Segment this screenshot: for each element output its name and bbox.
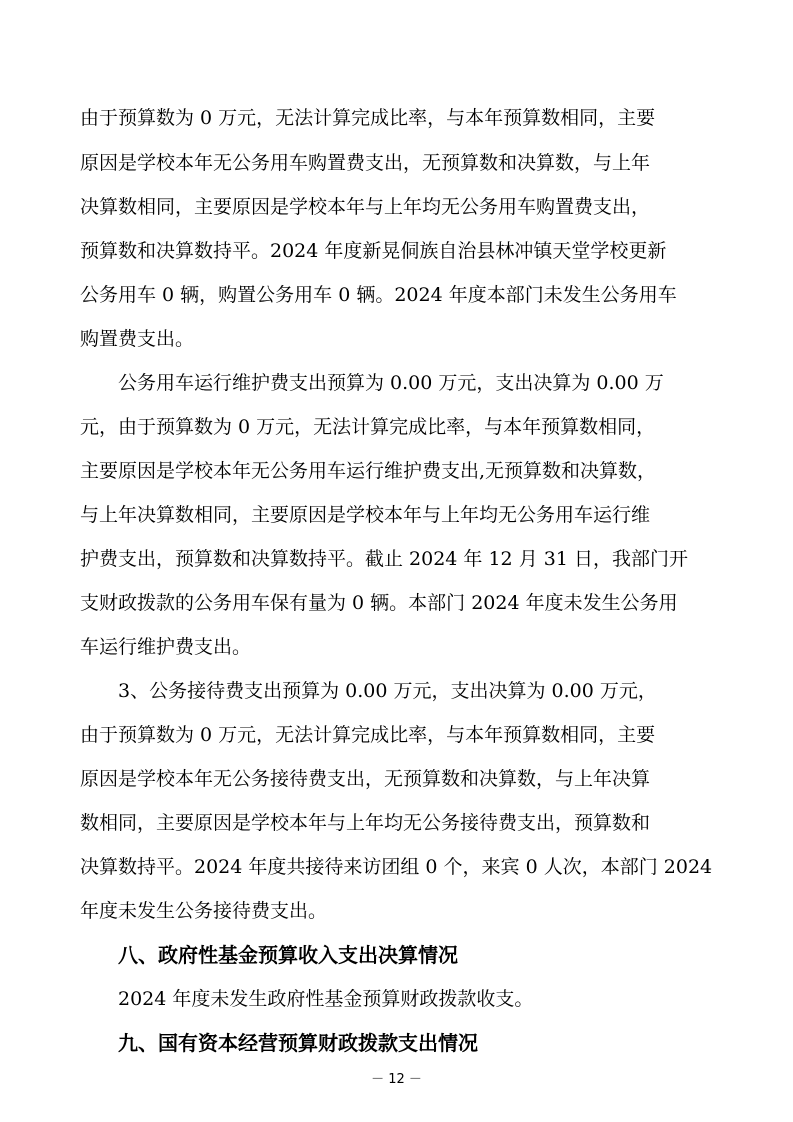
text-line: 年度未发生公务接待费支出。: [80, 900, 328, 922]
text-line: 与上年决算数相同，主要原因是学校本年与上年均无公务用车运行维: [80, 504, 651, 526]
text-line: 由于预算数为 0 万元，无法计算完成比率，与本年预算数相同，主要: [80, 724, 656, 746]
text-line: 公务用车 0 辆，购置公务用车 0 辆。2024 年度本部门未发生公务用车: [80, 284, 677, 306]
text-line: 主要原因是学校本年无公务用车运行维护费支出,无预算数和决算数，: [80, 460, 657, 482]
text-line: 元，由于预算数为 0 万元，无法计算完成比率，与本年预算数相同，: [80, 416, 656, 438]
text-line: 决算数持平。2024 年度共接待来访团组 0 个，来宾 0 人次，本部门 2024: [80, 856, 713, 878]
page-number: － 12 －: [371, 1072, 422, 1087]
text-line: 公务用车运行维护费支出预算为 0.00 万元，支出决算为 0.00 万: [118, 372, 664, 394]
text-line: 由于预算数为 0 万元，无法计算完成比率，与本年预算数相同，主要: [80, 107, 656, 129]
text-line: 原因是学校本年无公务用车购置费支出，无预算数和决算数，与上年: [80, 152, 651, 174]
text-line: 支财政拨款的公务用车保有量为 0 辆。本部门 2024 年度未发生公务用: [80, 592, 678, 614]
text-line: 数相同，主要原因是学校本年与上年均无公务接待费支出，预算数和: [80, 812, 651, 834]
text-line: 购置费支出。: [80, 328, 195, 350]
text-line: 预算数和决算数持平。2024 年度新晃侗族自治县林冲镇天堂学校更新: [80, 240, 667, 262]
text-line: 车运行维护费支出。: [80, 636, 252, 658]
text-line: 决算数相同，主要原因是学校本年与上年均无公务用车购置费支出，: [80, 196, 651, 218]
text-line: 3、公务接待费支出预算为 0.00 万元，支出决算为 0.00 万元，: [118, 680, 657, 702]
section-heading: 八、政府性基金预算收入支出决算情况: [118, 943, 458, 967]
text-line: 护费支出，预算数和决算数持平。截止 2024 年 12 月 31 日，我部门开: [80, 548, 688, 570]
paragraph-government-fund: 2024 年度未发生政府性基金预算财政拨款收支。: [118, 988, 534, 1010]
section-heading: 九、国有资本经营预算财政拨款支出情况: [118, 1031, 478, 1055]
text-line: 原因是学校本年无公务接待费支出，无预算数和决算数，与上年决算: [80, 768, 651, 790]
